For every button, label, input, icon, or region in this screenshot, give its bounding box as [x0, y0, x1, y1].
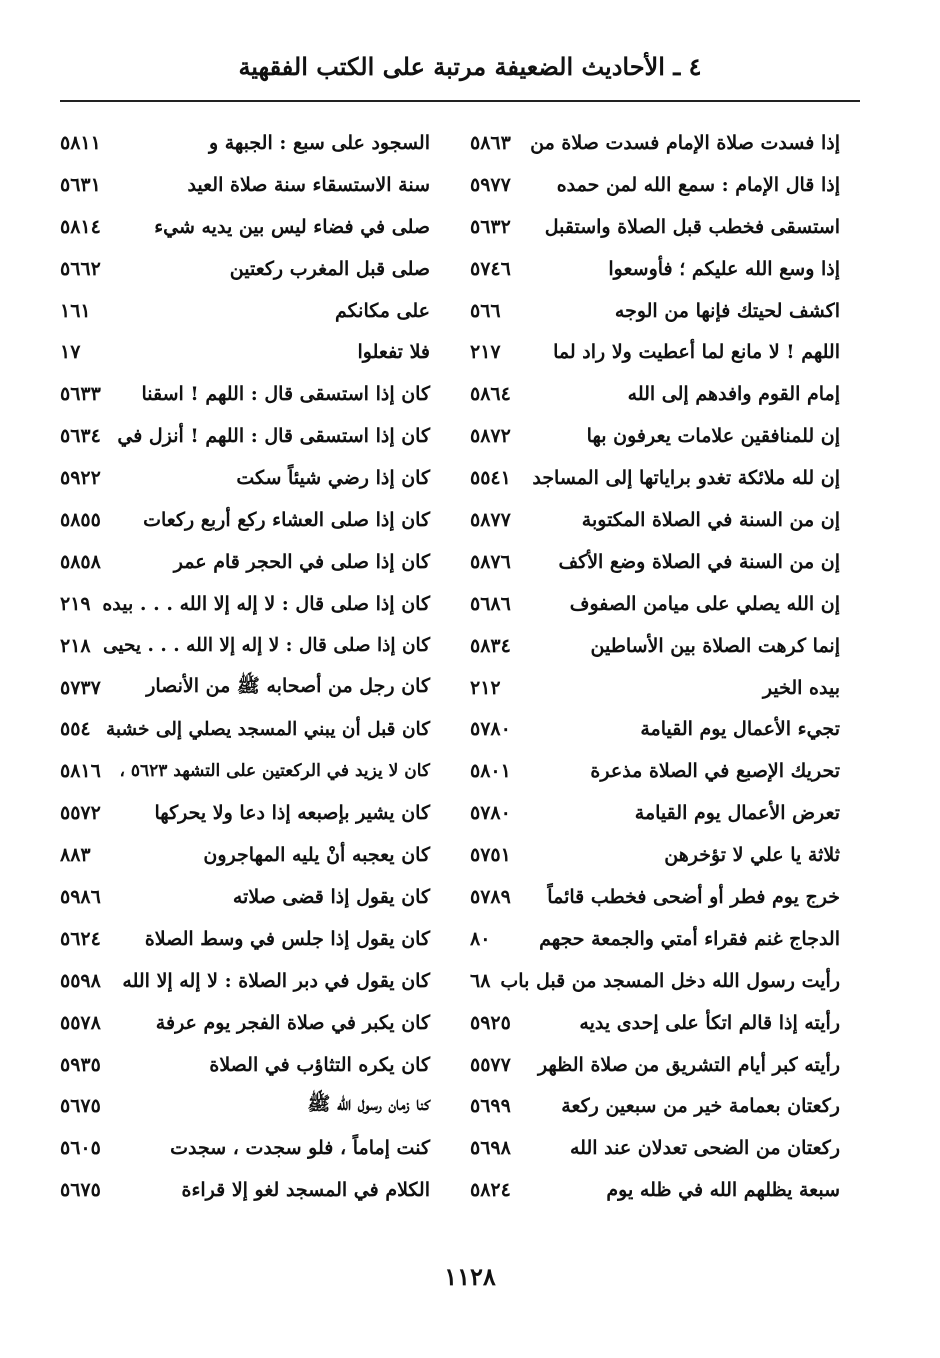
hadith-number: ٥٥٧٨	[60, 1011, 101, 1034]
hadith-number: ٥٩٨٦	[60, 885, 101, 908]
hadith-incipit: رأيته كبر أيام التشريق من صلاة الظهر	[537, 1053, 840, 1076]
hadith-number: ٥٧٨٩	[470, 885, 511, 908]
index-entry	[470, 1002, 840, 1044]
hadith-incipit: فلا تفعلوا	[357, 341, 430, 364]
hadith-incipit: خرج يوم فطر أو أضحى فخطب قائماً	[547, 885, 840, 908]
hadith-number: ٢١٢	[470, 676, 501, 699]
hadith-incipit: اكشف لحيتك فإنها من الوجه	[614, 299, 840, 322]
hadith-incipit: كان إذا رضي شيئاً سكت	[236, 467, 430, 490]
index-entry	[470, 206, 840, 248]
index-entry	[60, 1127, 430, 1169]
hadith-number: ٥٦٣٤	[60, 425, 101, 448]
index-entry	[470, 164, 840, 206]
hadith-incipit: ثلاثة يا علي لا تؤخرهن	[664, 844, 840, 867]
hadith-number: ٥٨١٦	[60, 760, 101, 783]
hadith-number: ٥٦٧٥	[60, 1095, 101, 1118]
index-entry	[60, 373, 430, 415]
hadith-incipit: إذا فسدت صلاة الإمام فسدت صلاة من	[530, 131, 840, 154]
hadith-number: ٨٠	[470, 927, 491, 950]
index-entry	[470, 918, 840, 960]
index-entry	[470, 876, 840, 918]
index-entry	[470, 960, 840, 1002]
hadith-incipit: كان إذا صلى قال : لا إله إلا الله . . . يحيى	[102, 635, 430, 657]
hadith-incipit: استسقى فخطب قبل الصلاة واستقبل	[544, 215, 840, 238]
hadith-incipit: كان رجل من أصحابه ﷺ من الأنصار	[146, 674, 430, 697]
hadith-incipit: سنة الاستسقاء سنة صلاة العيد	[187, 173, 430, 196]
index-entry	[470, 248, 840, 290]
hadith-incipit: رأيت رسول الله دخل المسجد من قبل باب	[500, 969, 840, 992]
hadith-number: ٥٦٦٢	[60, 257, 101, 280]
hadith-number: ٥٨٧٦	[470, 550, 511, 573]
hadith-number: ٥٩٣٥	[60, 1053, 101, 1076]
index-entry	[470, 373, 840, 415]
hadith-incipit: كان قبل أن يبني المسجد يصلي إلى خشبة	[105, 718, 430, 740]
hadith-incipit: كان يشير بإصبعه إذا دعا ولا يحركها	[154, 802, 430, 825]
hadith-incipit: كان إذا صلى العشاء ركع أربع ركعات	[143, 508, 430, 531]
hadith-number: ٢١٩	[60, 592, 91, 615]
hadith-incipit: ركعتان من الضحى تعدلان عند الله	[569, 1137, 840, 1160]
hadith-incipit: كان يكبر في صلاة الفجر يوم عرفة	[155, 1011, 430, 1034]
index-entry	[60, 960, 430, 1002]
hadith-incipit: كان إذا استسقى قال : اللهم ! أنزل في	[117, 425, 430, 448]
hadith-incipit: تجيء الأعمال يوم القيامة	[640, 718, 840, 741]
hadith-number: ٥٥٤	[60, 718, 91, 741]
hadith-number: ٥٨٦٣	[470, 131, 511, 154]
hadith-number: ٥٨٥٨	[60, 550, 101, 573]
index-entry	[60, 1085, 430, 1127]
index-entry	[60, 834, 430, 876]
hadith-incipit: بيده الخير	[762, 676, 840, 699]
index-entry	[60, 1044, 430, 1086]
hadith-number: ٥٦٨٦	[470, 592, 511, 615]
hadith-incipit: صلى قبل المغرب ركعتين	[229, 257, 430, 280]
hadith-incipit: كان إذا صلى في الحجر قام عمر	[173, 550, 430, 573]
hadith-incipit: كان إذا استسقى قال : اللهم ! اسقنا	[141, 383, 430, 406]
left-index-column	[60, 122, 430, 1211]
hadith-incipit: إن للمنافقين علامات يعرفون بها	[586, 425, 840, 448]
hadith-number: ٥٧٨٠	[470, 718, 511, 741]
hadith-incipit: إذا وسع الله عليكم ؛ فأوسعوا	[608, 257, 840, 280]
index-entry	[470, 541, 840, 583]
index-entry	[470, 415, 840, 457]
hadith-incipit: كان يقول إذا جلس في وسط الصلاة	[144, 927, 430, 950]
index-entry	[60, 206, 430, 248]
hadith-incipit: تعرض الأعمال يوم القيامة	[634, 802, 840, 825]
index-entry	[470, 499, 840, 541]
index-entry	[60, 1169, 430, 1211]
running-header-title: ٤ ـ الأحاديث الضعيفة مرتبة على الكتب الفقهية	[238, 52, 702, 81]
hadith-number: ٥٨٦٤	[470, 383, 511, 406]
hadith-number: ٥٦٩٩	[470, 1095, 511, 1118]
hadith-number: ٥٨٧٧	[470, 508, 511, 531]
index-entry	[60, 1002, 430, 1044]
hadith-number: ٥٥٤١	[470, 467, 511, 490]
hadith-number: ١٦١	[60, 299, 91, 322]
hadith-incipit: إمام القوم وافدهم إلى الله	[627, 383, 840, 406]
index-entry	[60, 918, 430, 960]
hadith-incipit: إنما كرهت الصلاة بين الأساطين	[590, 634, 840, 657]
hadith-incipit: كان يقول إذا قضى صلاته	[232, 885, 430, 908]
index-entry	[60, 331, 430, 373]
index-entry	[470, 708, 840, 750]
hadith-number: ٥٥٩٨	[60, 969, 101, 992]
hadith-incipit: رأيته إذا قالم اتكأ على إحدى يديه	[579, 1011, 840, 1034]
index-entry	[60, 625, 430, 667]
index-entry	[470, 331, 840, 373]
index-entry	[60, 541, 430, 583]
hadith-incipit: صلى في فضاء ليس بين يديه شيء	[154, 215, 430, 238]
header-divider	[60, 100, 860, 102]
hadith-number: ٥٨٠١	[470, 760, 511, 783]
hadith-incipit: الكلام في المسجد لغو إلا قراءة	[181, 1179, 430, 1202]
hadith-incipit: كان يعجبه أنْ يليه المهاجرون	[203, 844, 430, 867]
hadith-number: ٥٦٧٥	[60, 1179, 101, 1202]
index-entry	[60, 499, 430, 541]
index-entry	[470, 457, 840, 499]
index-entry	[470, 122, 840, 164]
hadith-number: ٥٦٠٥	[60, 1137, 101, 1160]
hadith-number: ٥٧٥١	[470, 844, 511, 867]
hadith-incipit: إن من السنة في الصلاة وضع الأكف	[558, 550, 840, 573]
hadith-incipit: إن لله ملائكة تغدو براياتها إلى المساجد	[532, 467, 840, 490]
index-entry	[60, 457, 430, 499]
hadith-number: ٥٥٧٧	[470, 1053, 511, 1076]
hadith-number: ٥٩٢٢	[60, 467, 101, 490]
index-entry	[60, 708, 430, 750]
hadith-number: ٥٨٧٢	[470, 425, 511, 448]
right-index-column	[470, 122, 840, 1211]
hadith-incipit: كنت إماماً ، فلو سجدت ، سجدت	[170, 1137, 430, 1160]
index-entry	[60, 164, 430, 206]
index-entry	[470, 834, 840, 876]
hadith-incipit: إن الله يصلي على ميامن الصفوف	[569, 592, 840, 615]
index-entry	[470, 1085, 840, 1127]
hadith-number: ٥٥٧٢	[60, 802, 101, 825]
hadith-incipit: السجود على سبع : الجبهة و	[208, 131, 430, 154]
hadith-incipit: كان لا يزيد في الركعتين على التشهد ٥٦٢٣ ،	[119, 761, 430, 782]
hadith-incipit: ركعتان بعمامة خير من سبعين ركعة	[561, 1095, 840, 1118]
hadith-number: ٥٦٦	[470, 299, 501, 322]
hadith-incipit: كان إذا صلى قال : لا إله إلا الله . . . بيده	[102, 592, 430, 615]
page-number: ١١٢٨	[444, 1262, 496, 1291]
hadith-number: ٥٨٥٥	[60, 508, 101, 531]
index-entry	[60, 290, 430, 332]
hadith-incipit: كان يكره التثاؤب في الصلاة	[209, 1053, 430, 1076]
index-entry	[470, 583, 840, 625]
hadith-incipit: اللهم ! لا مانع لما أعطيت ولا راد لما	[553, 341, 840, 364]
hadith-number: ١٧	[60, 341, 81, 364]
hadith-incipit: سبعة يظلهم الله في ظله يوم	[606, 1179, 840, 1202]
hadith-incipit: كان يقول في دبر الصلاة : لا إله إلا الله	[122, 969, 430, 992]
hadith-number: ٥٦٢٤	[60, 927, 101, 950]
hadith-number: ٥٦٣٣	[60, 383, 101, 406]
hadith-number: ٥٦٣٢	[470, 215, 511, 238]
index-entry	[470, 1127, 840, 1169]
index-entry	[470, 792, 840, 834]
hadith-incipit: إذا قال الإمام : سمع الله لمن حمده	[556, 173, 840, 196]
hadith-number: ٥٧٤٦	[470, 257, 511, 280]
hadith-number: ٥٧٨٠	[470, 802, 511, 825]
hadith-number: ٥٨١٤	[60, 215, 101, 238]
index-entry	[60, 750, 430, 792]
hadith-number: ٢١٧	[470, 341, 501, 364]
index-entry	[60, 876, 430, 918]
hadith-number: ٨٨٣	[60, 844, 91, 867]
index-entry	[60, 667, 430, 709]
index-columns	[60, 122, 840, 1211]
hadith-incipit: على مكانكم	[335, 299, 430, 322]
index-entry	[60, 583, 430, 625]
index-entry	[470, 667, 840, 709]
index-entry	[60, 248, 430, 290]
index-entry	[470, 750, 840, 792]
index-entry	[470, 1169, 840, 1211]
index-entry	[470, 290, 840, 332]
hadith-incipit: تحريك الإصبع في الصلاة مذعرة	[590, 760, 840, 783]
hadith-number: ٥٧٣٧	[60, 676, 101, 699]
index-entry	[60, 792, 430, 834]
hadith-number: ٥٩٢٥	[470, 1011, 511, 1034]
hadith-incipit: الدجاج غنم فقراء أمتي والجمعة حجهم	[539, 927, 840, 950]
hadith-number: ٥٨٣٤	[470, 634, 511, 657]
index-entry	[470, 625, 840, 667]
hadith-incipit: إن من السنة في الصلاة المكتوبة	[581, 508, 840, 531]
hadith-number: ٦٨	[470, 969, 491, 992]
index-entry	[60, 122, 430, 164]
index-entry	[470, 1044, 840, 1086]
hadith-number: ٥٨١١	[60, 131, 101, 154]
hadith-number: ٢١٨	[60, 634, 91, 657]
hadith-incipit: كنا زمان رسول الله ﷺ	[307, 1093, 430, 1116]
hadith-number: ٥٦٣١	[60, 173, 101, 196]
index-entry	[60, 415, 430, 457]
hadith-number: ٥٦٩٨	[470, 1137, 511, 1160]
hadith-number: ٥٨٢٤	[470, 1179, 511, 1202]
hadith-number: ٥٩٧٧	[470, 173, 511, 196]
